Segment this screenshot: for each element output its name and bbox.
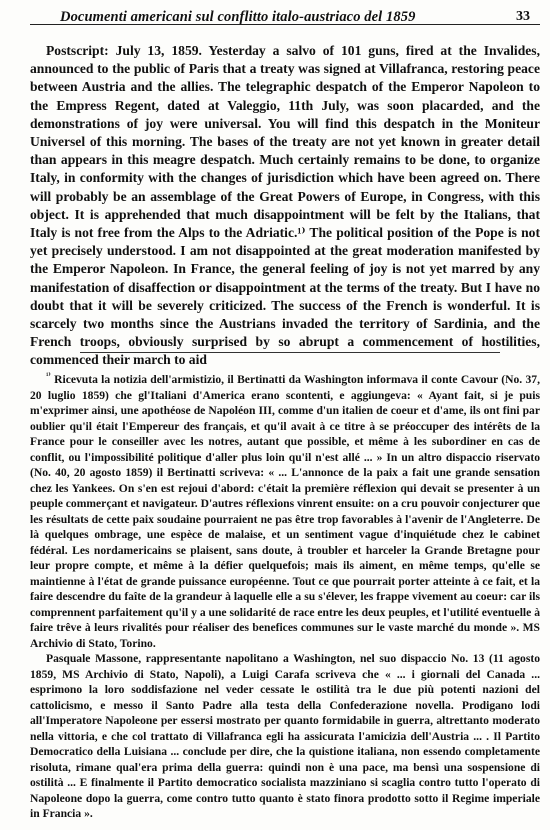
running-title: Documenti americani sul conflitto italo-austriaco del 1859 bbox=[60, 9, 416, 25]
footnote-text-1: Ricevuta la notizia dell'armistizio, il Bertinatti da Washington informava il conte Cavour (No. 37, 20 luglio 1859) che gl'Italiani d'America erano scontenti, e aggiungeva: « Ayant fait, si je puis m'exprimer ainsi, une apothéose de Napoléon III, comme d'un italien de coeur et d'ame, ils ont fini par oublier qu'il était l'Empereur des français, et qu'il avait à ce titre à se préoccuper des intérêts de la France pour le conseiller avec les notres, autant que possible, et même à les subordiner en cas de conflit, ou l'impossibilité politique d'aller plus loin qu'il n'est allé ... » In un altro dispaccio riservato (No. 40, 20 agosto 1859) il Bertinatti scriveva: « ... L'annonce de la paix a fait une grande sensation chez les Yankees. On s'en est rejoui d'abord: c'était la première réflexion qui devait se presenter à un peuple commerçant et navigateur. D'autres réflexions vinrent ensuite: on a cru pouvoir conjecturer que les résultats de cette paix soudaine pourraient ne pas être trop favorables à l'avenir de l'Angleterre. De là quelques ombrage, une espèce de malaise, et un sentiment vague d'inquiétude chez le cabinet fédéral. Les nordamericains se plaisent, sans doute, à troubler et harceler la Grande Bretagne pour leur propre compte, et même à la défier quelquefois; mais ils aiment, en même temps, qu'elle se maintienne à l'état de grande puissance européenne. Tout ce que pourrait porter atteinte à ce fait, et la faire descendre du faîte de la grandeur à laquelle elle a su s'élever, les frappe vivement au coeur: car ils comprennent parfaitement qu'il y a une solidarité de race entre les deux peuples, et l'utilité eventuelle à faire trêve à leurs rivalités pour réaliser des benefices communes sur le vaste marché du monde ». MS Archivio di Stato, Torino. bbox=[30, 373, 540, 650]
footnotes bbox=[30, 372, 540, 822]
main-paragraph: Postscript: July 13, 1859. Yesterday a salvo of 101 guns, fired at the Invalides, announced to the public of Paris that a treaty was signed at Villafranca, restoring peace between Austria and the allies. The telegraphic despatch of the Emperor Napoleon to the Empress Regent, dated at Valeggio, 11th July, was soon placarded, and the demonstrations of joy were universal. You will find this despatch in the Moniteur Universel of this morning. The bases of the treaty are not yet known in greater detail than appears in this meagre despatch. Much certainly remains to be done, to organize Italy, in conformity with the changes of jurisdiction which have been agreed on. There will probably be an assemblage of the Great Powers of Europe, in Congress, with this object. It is apprehended that much disappointment will be felt by the Italians, that Italy is not free from the Alps to the Adriatic.¹⁾ The political position of the Pope is not yet precisely understood. I am not disappointed at the great moderation manifested by the Emperor Napoleon. In France, the general feeling of joy is not yet marred by any manifestation of disaffection or disappointment at the terms of the treaty. But I have no doubt that it will be severely criticized. The success of the French is wonderful. It is scarcely two months since the Austrians invaded the territory of Sardinia, and the French troops, obviously surprised by so abrupt a commencement of hostilities, commenced their march to aid bbox=[30, 43, 540, 368]
page-number: 33 bbox=[516, 9, 530, 24]
footnote-rule bbox=[80, 352, 500, 353]
header-rule bbox=[30, 24, 540, 25]
footnote-paragraph-2: Pasquale Massone, rappresentante napolitano a Washington, nel suo dispaccio No. 13 (11 agosto 1859, MS Archivio di Stato, Napoli), a Luigi Carafa scriveva che « ... i giornali del Canada ... esprimono la loro soddisfazione nel veder cessate le ostilità tra le due più potenti nazioni del cattolicismo, e messo il Santo Padre alla testa della Confederazione novella. Prodigano lodi all'Imperatore Napoleone per essersi mostrato per quanto formidabile in guerra, altrettanto moderato nella vittoria, e che col trattato di Villafranca egli ha assicurata l'amicizia dell'Austria ... . Il Partito Democratico della Luisiana ... conclude per dire, che la quistione italiana, non essendo completamente risoluta, rimane qual'era prima della guerra: quindi non è una pace, ma bensì una sospensione di ostilità ... E finalmente il Partito democratico socialista mazziniano si scaglia contro tutto l'operato di Napoleone dopo la guerra, come contro tutto quanto è stato finora prodotto sotto il Regime imperiale in Francia ». bbox=[30, 652, 540, 820]
footnote-marker: ¹⁾ bbox=[46, 371, 51, 381]
footnote-paragraph-1 bbox=[30, 372, 540, 651]
